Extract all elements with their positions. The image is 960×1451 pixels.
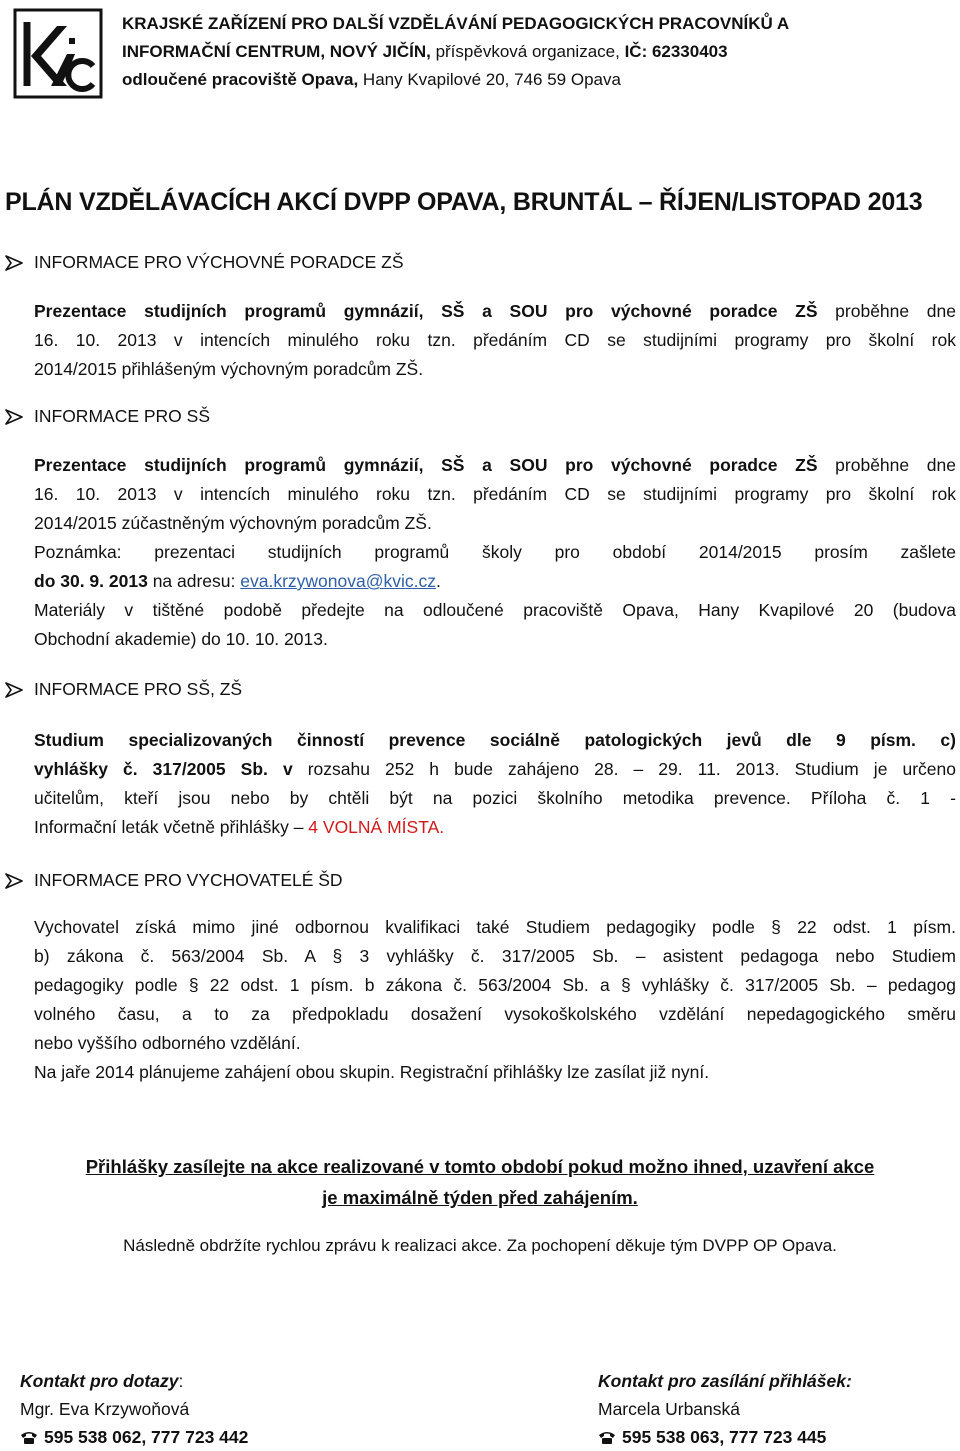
section-body-vych: Vychovatel získá mimo jiné odbornou kvalifikaci také Studiem pedagogiky podle § 22 odst. 1 písm. b) zákona č. 563/2004 Sb. A § 3 vyhlášky č. 317/2005 Sb. – asistent pedagoga nebo Studiem pedagogiky podle § 22 odst. 1 písm. b zákona č. 563/2004 Sb. a § vyhlášky č. 317/2005 Sb. – pedagog volného času, a to za předpokladu dosažení vysokoškolského vzdělání nepedagogického směru nebo vyššího odborného vzdělání. Na jaře 2014 plánujeme zahájení obou skupin. Registrační přihlášky lze zasílat již nyní. — [34, 917, 956, 1082]
contact-left: Kontakt pro dotazy: Mgr. Eva Krzywoňová 595 538 062, 777 723 442 — [20, 1371, 249, 1447]
section-body-ss: Prezentace studijních programů gymnázií, SŠ a SOU pro výchovné poradce ZŠ proběhne dne 16. 10. 2013 v intencích minulého roku tzn. předáním CD se studijními programy pro školní rok 2014/2015 zúčastněným výchovným poradcům ZŠ. Poznámka: prezentaci studijních programů školy pro období 2014/2015 prosím zašlete do 30. 9. 2013 na adresu: eva.krzywonova@kvic.cz. Materiály v tištěné podobě předejte na odloučené pracoviště Opava, Hany Kvapilové 20 (budova Obchodní akademie) do 10. 10. 2013. — [34, 455, 956, 649]
email-link[interactable]: eva.krzywonova@kvic.cz — [240, 571, 436, 591]
section-heading-zs: INFORMACE PRO VÝCHOVNÉ PORADCE ZŠ — [5, 252, 404, 273]
section-heading-vych: INFORMACE PRO VYCHOVATELÉ ŠD — [5, 870, 343, 891]
header-line-3: odloučené pracoviště Opava, Hany Kvapilové 20, 746 59 Opava — [122, 70, 621, 89]
phone-icon — [598, 1430, 616, 1445]
registration-notice: Přihlášky zasílejte na akce realizované v tomto období pokud možno ihned, uzavření akce je maximálně týden před zahájením. — [85, 1156, 875, 1208]
contact-right: Kontakt pro zasílání přihlášek: Marcela Urbanská 595 538 063, 777 723 445 — [598, 1371, 852, 1447]
arrow-bullet-icon — [5, 255, 23, 271]
arrow-bullet-icon — [5, 873, 23, 889]
arrow-bullet-icon — [5, 409, 23, 425]
free-places-note: 4 VOLNÁ MÍSTA. — [308, 817, 445, 837]
follow-up-text: Následně obdržíte rychlou zprávu k realizaci akce. Za pochopení děkuje tým DVPP OP Opava. — [123, 1236, 837, 1255]
kvic-logo — [13, 8, 103, 99]
section-body-zs: Prezentace studijních programů gymnázií, SŠ a SOU pro výchovné poradce ZŠ proběhne dne 16. 10. 2013 v intencích minulého roku tzn. předáním CD se studijními programy pro školní rok 2014/2015 přihlášeným výchovným poradcům ZŠ. — [34, 301, 956, 379]
header-line-1: KRAJSKÉ ZAŘÍZENÍ PRO DALŠÍ VZDĚLÁVÁNÍ PEDAGOGICKÝCH PRACOVNÍKŮ A — [122, 14, 790, 33]
header-line-2: INFORMAČNÍ CENTRUM, NOVÝ JIČÍN, příspěvková organizace, IČ: 62330403 — [122, 42, 728, 61]
section-heading-ss-zs: INFORMACE PRO SŠ, ZŠ — [5, 679, 242, 700]
phone-icon — [20, 1430, 38, 1445]
section-body-ss-zs: Studium specializovaných činností prevence sociálně patologických jevů dle 9 písm. c) vyhlášky č. 317/2005 Sb. v rozsahu 252 h bude zahájeno 28. – 29. 11. 2013. Studium je určeno učitelům, kteří jsou nebo by chtěli být na pozici školního metodika prevence. Příloha č. 1 - Informační leták včetně přihlášky – 4 VOLNÁ MÍSTA. — [34, 730, 956, 837]
page-title: PLÁN VZDĚLÁVACÍCH AKCÍ DVPP OPAVA, BRUNTÁL – ŘÍJEN/LISTOPAD 2013 — [5, 188, 923, 216]
arrow-bullet-icon — [5, 682, 23, 698]
section-heading-ss: INFORMACE PRO SŠ — [5, 406, 210, 427]
